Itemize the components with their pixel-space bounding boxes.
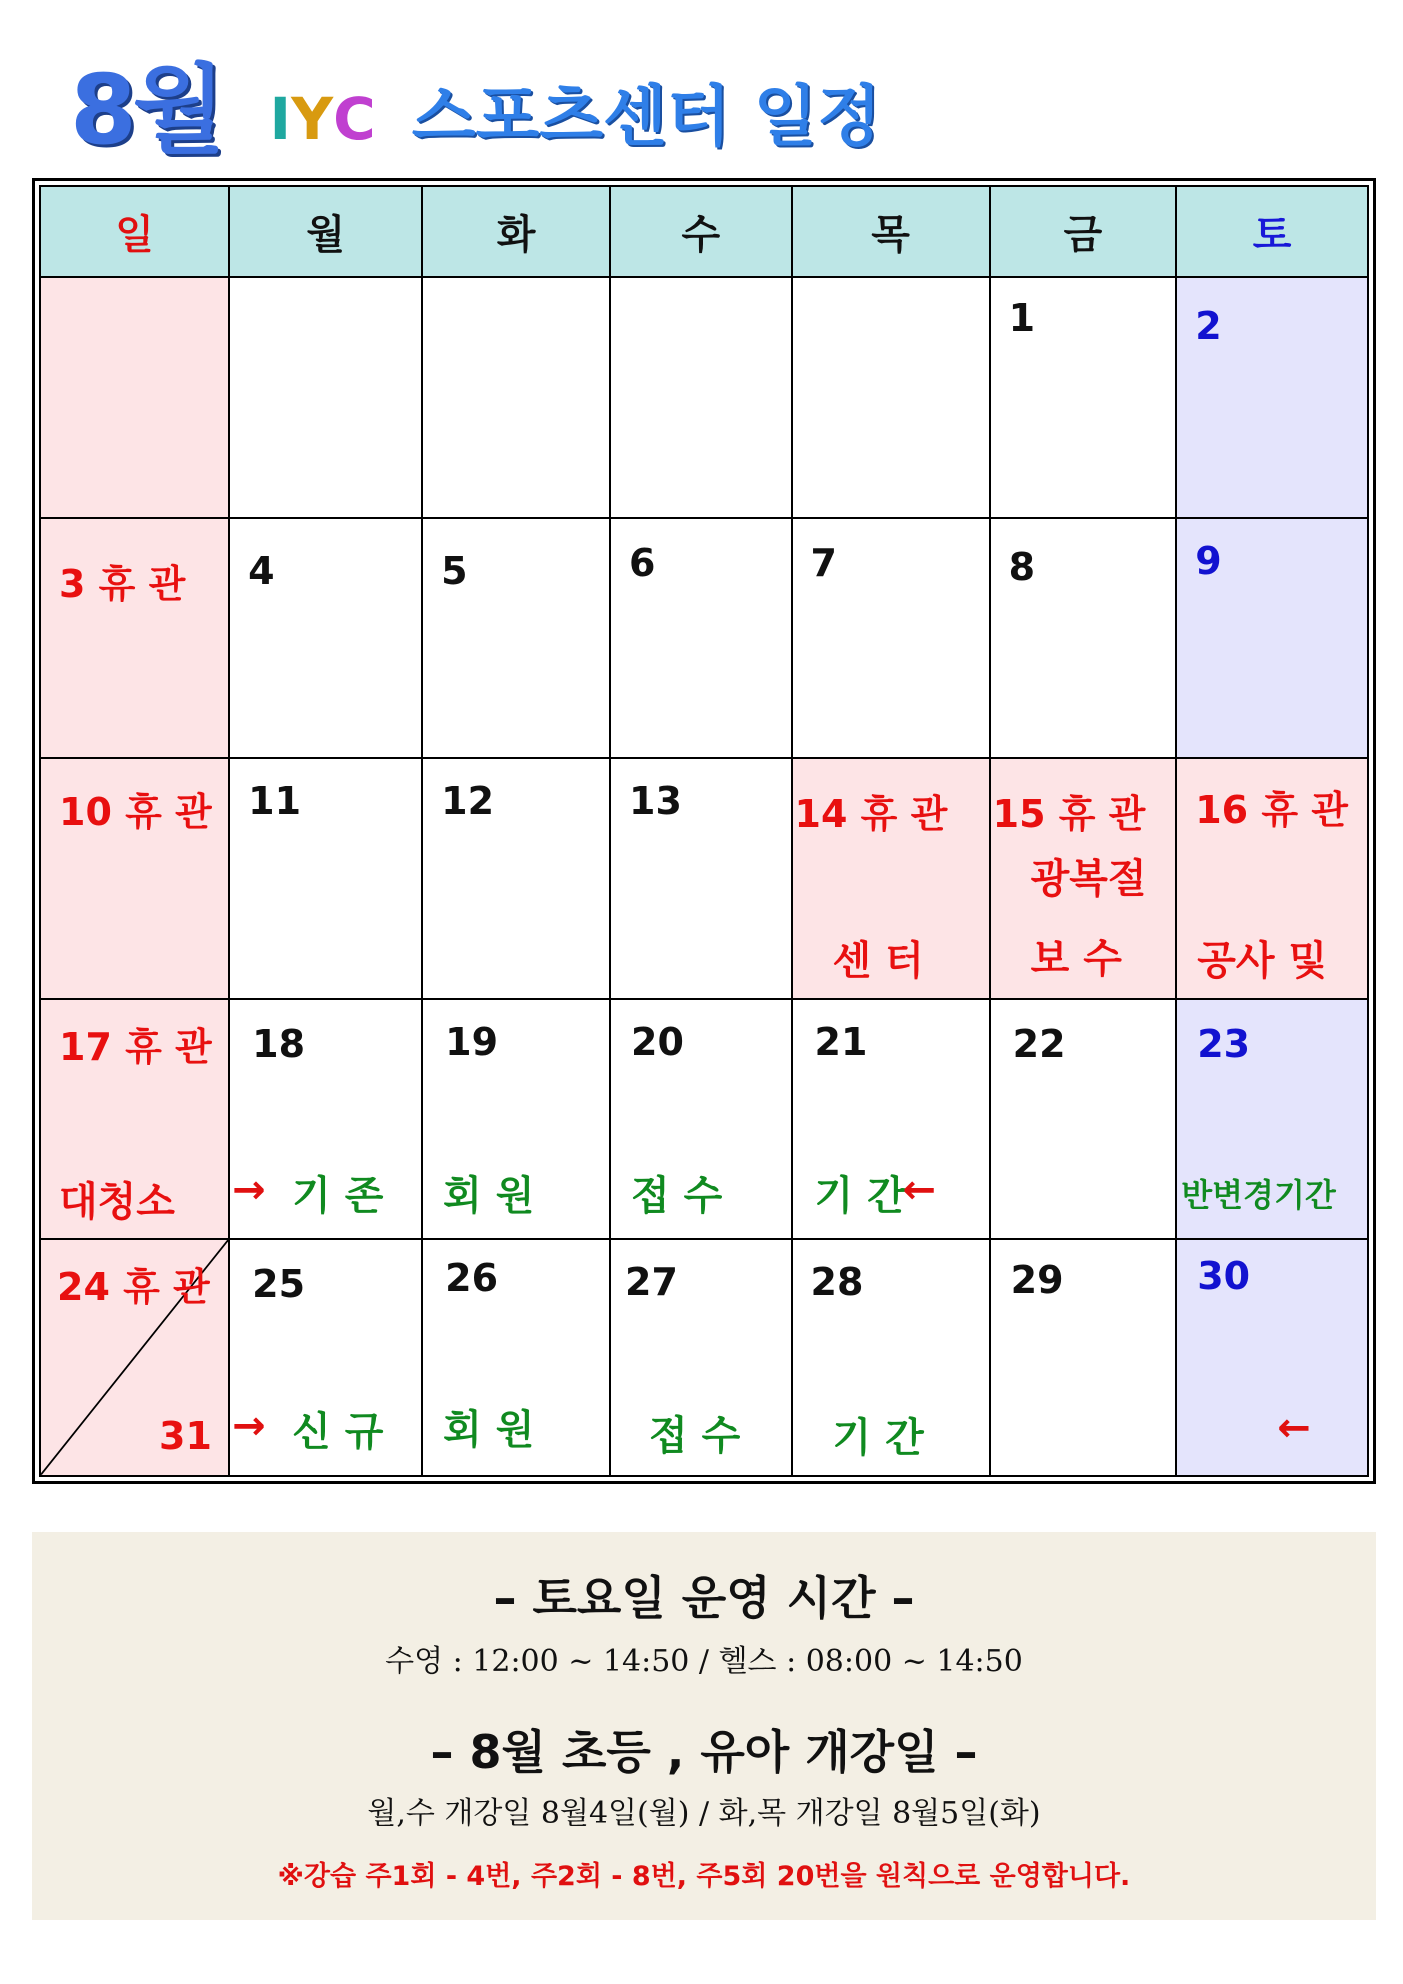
day-number: 11 bbox=[248, 779, 302, 824]
note-return-period: 반변경기간 bbox=[1181, 1175, 1336, 1214]
day-cell bbox=[229, 758, 422, 999]
day-cell bbox=[990, 277, 1177, 518]
weekday-mon: 월 bbox=[229, 186, 422, 277]
day-cell bbox=[610, 758, 791, 999]
brand-letter: I bbox=[269, 85, 292, 153]
arrow-left-icon: ← bbox=[902, 1166, 937, 1213]
day-number-closed: 24 휴 관 bbox=[57, 1265, 210, 1310]
day-cell bbox=[229, 999, 422, 1240]
day-cell bbox=[792, 999, 990, 1240]
day-number: 9 bbox=[1195, 538, 1222, 583]
day-cell bbox=[990, 999, 1177, 1240]
note-existing-period: 접 수 bbox=[631, 1172, 723, 1219]
week-row bbox=[40, 758, 1368, 999]
day-number: 4 bbox=[248, 548, 275, 593]
title-subtitle: 스포츠센터 일정 bbox=[411, 78, 881, 155]
day-cell bbox=[610, 277, 791, 518]
day-number: 21 bbox=[814, 1019, 868, 1064]
day-cell bbox=[610, 518, 791, 759]
day-cell bbox=[792, 518, 990, 759]
weekday-wed: 수 bbox=[610, 186, 791, 277]
day-number: 5 bbox=[441, 548, 468, 593]
title-month: 8월 bbox=[70, 54, 222, 166]
day-number: 18 bbox=[252, 1021, 306, 1066]
day-cell bbox=[792, 277, 990, 518]
day-number-closed: 17 휴 관 bbox=[59, 1024, 212, 1069]
class-start-title: – 8월 초등 , 유아 개강일 – bbox=[430, 1725, 978, 1779]
calendar bbox=[32, 178, 1376, 1484]
calendar-table bbox=[39, 185, 1369, 1477]
day-cell bbox=[422, 1239, 610, 1476]
day-number: 27 bbox=[625, 1260, 678, 1305]
note-holiday: 광복절 bbox=[1030, 856, 1147, 903]
day-cell bbox=[422, 999, 610, 1240]
saturday-hours: 수영 : 12:00 ~ 14:50 / 헬스 : 08:00 ~ 14:50 bbox=[385, 1644, 1023, 1679]
week-row bbox=[40, 518, 1368, 759]
policy-note: ※강습 주1회 - 4번, 주2회 - 8번, 주5회 20번을 원칙으로 운영합니다. bbox=[277, 1861, 1131, 1892]
day-number: 13 bbox=[629, 779, 682, 824]
day-number: 22 bbox=[1012, 1021, 1066, 1066]
day-cell bbox=[40, 1239, 229, 1476]
day-cell bbox=[610, 999, 791, 1240]
day-number-closed: 16 휴 관 bbox=[1195, 788, 1348, 833]
day-cell bbox=[229, 518, 422, 759]
note-new-period: 기 간 bbox=[832, 1415, 924, 1462]
note-new-period: 신 규 bbox=[292, 1409, 384, 1456]
day-cell bbox=[792, 1239, 990, 1476]
day-cell bbox=[1176, 758, 1368, 999]
brand-letter: Y bbox=[291, 85, 334, 153]
day-cell bbox=[40, 518, 229, 759]
class-start-dates: 월,수 개강일 8월4일(월) / 화,목 개강일 8월5일(화) bbox=[367, 1796, 1041, 1831]
day-number: 30 bbox=[1197, 1254, 1251, 1299]
day-cell bbox=[229, 1239, 422, 1476]
page-title bbox=[70, 48, 881, 166]
week-row bbox=[40, 277, 1368, 518]
day-cell bbox=[422, 277, 610, 518]
arrow-right-icon: → bbox=[232, 1166, 266, 1213]
day-number: 19 bbox=[445, 1019, 499, 1064]
day-cell bbox=[990, 1239, 1177, 1476]
day-cell bbox=[40, 999, 229, 1240]
day-number: 8 bbox=[1008, 544, 1036, 589]
note-existing-period: 회 원 bbox=[443, 1172, 535, 1219]
note-center: 센 터 bbox=[832, 938, 924, 985]
arrow-left-icon: ← bbox=[1277, 1405, 1311, 1452]
day-cell bbox=[40, 758, 229, 999]
note-construction: 공사 및 bbox=[1197, 938, 1328, 985]
day-cell bbox=[610, 1239, 791, 1476]
day-number-closed: 10 휴 관 bbox=[59, 790, 212, 835]
note-maintenance: 보 수 bbox=[1030, 936, 1122, 983]
day-cell bbox=[1176, 277, 1368, 518]
day-number: 12 bbox=[441, 779, 495, 824]
info-box bbox=[32, 1532, 1376, 1920]
day-number-closed: 14 휴 관 bbox=[794, 792, 948, 837]
day-number: 6 bbox=[629, 540, 656, 585]
day-number: 7 bbox=[810, 540, 837, 585]
weekday-thu: 목 bbox=[792, 186, 990, 277]
weekday-sun: 일 bbox=[40, 186, 229, 277]
day-cell bbox=[40, 277, 229, 518]
day-number: 26 bbox=[445, 1256, 499, 1301]
day-number: 23 bbox=[1197, 1021, 1251, 1066]
day-number: 2 bbox=[1195, 303, 1222, 348]
note-new-period: 회 원 bbox=[443, 1407, 535, 1454]
arrow-right-icon: → bbox=[232, 1403, 266, 1450]
weekday-tue: 화 bbox=[422, 186, 610, 277]
day-cell bbox=[422, 518, 610, 759]
day-cell bbox=[229, 277, 422, 518]
note-existing-period: 기 존 bbox=[292, 1172, 384, 1219]
day-number: 28 bbox=[810, 1260, 864, 1305]
day-number: 25 bbox=[252, 1262, 306, 1307]
day-cell bbox=[1176, 1239, 1368, 1476]
day-number-closed: 3 휴 관 bbox=[59, 561, 186, 606]
day-number-closed: 15 휴 관 bbox=[992, 792, 1146, 837]
day-cell bbox=[1176, 999, 1368, 1240]
day-cell bbox=[422, 758, 610, 999]
day-cell bbox=[792, 758, 990, 999]
day-number-extra: 31 bbox=[159, 1414, 212, 1459]
day-number: 20 bbox=[631, 1019, 684, 1064]
weekday-header bbox=[40, 186, 1368, 277]
day-number: 29 bbox=[1010, 1258, 1064, 1303]
day-number: 1 bbox=[1008, 295, 1036, 340]
brand-logo bbox=[269, 85, 376, 153]
note-new-period: 접 수 bbox=[649, 1413, 741, 1460]
note-existing-period: 기 간 bbox=[814, 1172, 906, 1219]
day-cell bbox=[990, 758, 1177, 999]
note-cleaning: 대청소 bbox=[59, 1178, 175, 1225]
day-cell bbox=[1176, 518, 1368, 759]
brand-letter: C bbox=[333, 85, 376, 153]
weekday-sat: 토 bbox=[1176, 186, 1368, 277]
week-row bbox=[40, 1239, 1368, 1476]
week-row bbox=[40, 999, 1368, 1240]
weekday-fri: 금 bbox=[990, 186, 1177, 277]
day-cell bbox=[990, 518, 1177, 759]
saturday-hours-title: – 토요일 운영 시간 – bbox=[493, 1571, 915, 1625]
